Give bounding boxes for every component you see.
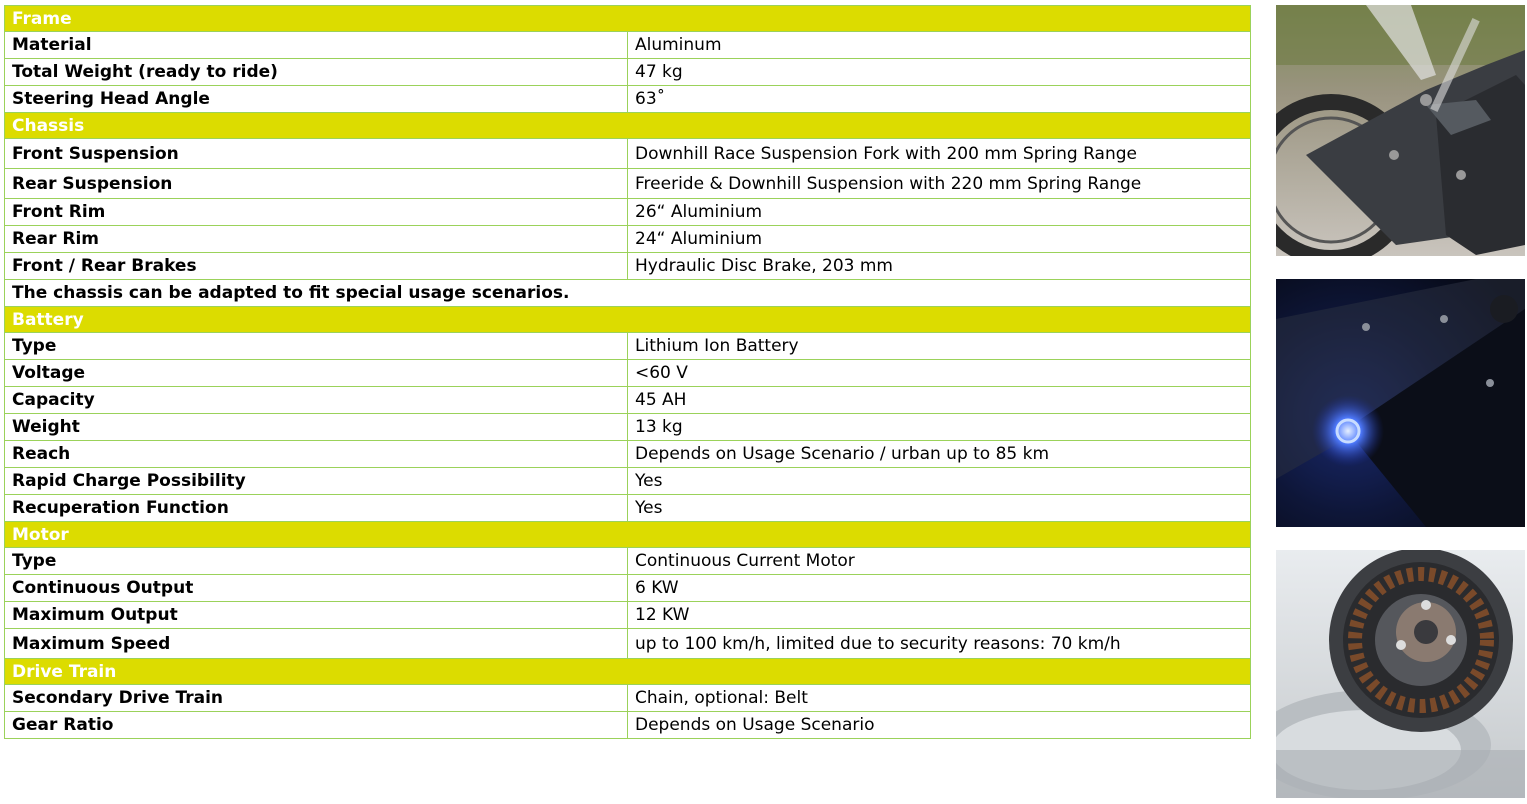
table-row <box>5 548 1251 575</box>
section-title: Motor <box>5 522 1251 548</box>
table-row <box>5 712 1251 739</box>
row-value: Chain, optional: Belt <box>628 685 1251 712</box>
row-label: Front Rim <box>5 199 628 226</box>
table-row <box>5 169 1251 199</box>
section-title: Chassis <box>5 113 1251 139</box>
bike-frame-photo <box>1276 5 1525 256</box>
row-value: up to 100 km/h, limited due to security reasons: 70 km/h <box>628 629 1251 659</box>
chassis-note: The chassis can be adapted to fit special usage scenarios. <box>5 280 1251 307</box>
battery-image <box>1276 279 1525 527</box>
row-value: 13 kg <box>628 414 1251 441</box>
table-row <box>5 253 1251 280</box>
table-row <box>5 32 1251 59</box>
row-value: 12 KW <box>628 602 1251 629</box>
row-label: Front Suspension <box>5 139 628 169</box>
table-row <box>5 685 1251 712</box>
row-label: Type <box>5 548 628 575</box>
spec-table <box>4 5 1251 739</box>
section-header-battery <box>5 307 1251 333</box>
row-label: Material <box>5 32 628 59</box>
row-value: Depends on Usage Scenario / urban up to 85 km <box>628 441 1251 468</box>
row-label: Type <box>5 333 628 360</box>
row-label: Continuous Output <box>5 575 628 602</box>
row-label: Weight <box>5 414 628 441</box>
section-title: Battery <box>5 307 1251 333</box>
row-value: 47 kg <box>628 59 1251 86</box>
battery-power-button-photo <box>1276 279 1525 527</box>
table-row <box>5 199 1251 226</box>
row-value: 26“ Aluminium <box>628 199 1251 226</box>
row-value: 6 KW <box>628 575 1251 602</box>
table-row <box>5 602 1251 629</box>
row-value: Freeride & Downhill Suspension with 220 mm Spring Range <box>628 169 1251 199</box>
row-value: Yes <box>628 495 1251 522</box>
section-header-frame <box>5 6 1251 32</box>
chassis-note-row <box>5 280 1251 307</box>
row-value: Yes <box>628 468 1251 495</box>
row-label: Reach <box>5 441 628 468</box>
table-row <box>5 629 1251 659</box>
row-label: Maximum Speed <box>5 629 628 659</box>
row-value: Downhill Race Suspension Fork with 200 mm Spring Range <box>628 139 1251 169</box>
bike-frame-image <box>1276 5 1525 256</box>
table-row <box>5 468 1251 495</box>
section-title: Drive Train <box>5 659 1251 685</box>
row-label: Total Weight (ready to ride) <box>5 59 628 86</box>
table-row <box>5 387 1251 414</box>
table-row <box>5 575 1251 602</box>
section-header-drive-train <box>5 659 1251 685</box>
row-value: Continuous Current Motor <box>628 548 1251 575</box>
table-row <box>5 441 1251 468</box>
row-value: Depends on Usage Scenario <box>628 712 1251 739</box>
motor-image <box>1276 550 1525 798</box>
row-value: 45 AH <box>628 387 1251 414</box>
row-label: Rear Suspension <box>5 169 628 199</box>
table-row <box>5 333 1251 360</box>
row-label: Rapid Charge Possibility <box>5 468 628 495</box>
row-value: 63˚ <box>628 86 1251 113</box>
table-row <box>5 414 1251 441</box>
row-label: Front / Rear Brakes <box>5 253 628 280</box>
row-label: Maximum Output <box>5 602 628 629</box>
table-row <box>5 360 1251 387</box>
table-row <box>5 139 1251 169</box>
row-label: Recuperation Function <box>5 495 628 522</box>
row-label: Steering Head Angle <box>5 86 628 113</box>
row-label: Gear Ratio <box>5 712 628 739</box>
table-row <box>5 59 1251 86</box>
row-label: Secondary Drive Train <box>5 685 628 712</box>
row-value: 24“ Aluminium <box>628 226 1251 253</box>
row-label: Voltage <box>5 360 628 387</box>
row-value: Lithium Ion Battery <box>628 333 1251 360</box>
section-header-motor <box>5 522 1251 548</box>
row-label: Capacity <box>5 387 628 414</box>
hub-motor-photo <box>1276 550 1525 798</box>
row-value: <60 V <box>628 360 1251 387</box>
row-value: Aluminum <box>628 32 1251 59</box>
table-row <box>5 86 1251 113</box>
section-title: Frame <box>5 6 1251 32</box>
row-value: Hydraulic Disc Brake, 203 mm <box>628 253 1251 280</box>
table-row <box>5 495 1251 522</box>
table-row <box>5 226 1251 253</box>
section-header-chassis <box>5 113 1251 139</box>
row-label: Rear Rim <box>5 226 628 253</box>
